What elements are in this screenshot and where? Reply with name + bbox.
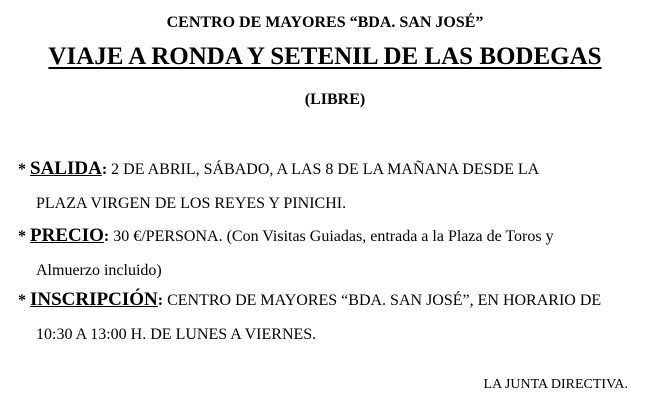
precio-text: 30 €/PERSONA. (Con Visitas Guiadas, entrada a la Plaza de Toros y	[109, 228, 554, 245]
page-title: VIAJE A RONDA Y SETENIL DE LAS BODEGAS	[48, 43, 602, 70]
inscripcion-text-continued: 10:30 A 13:00 H. DE LUNES A VIERNES.	[36, 326, 317, 343]
precio-label: PRECIO	[30, 225, 104, 246]
organization-heading: CENTRO DE MAYORES “BDA. SAN JOSÉ”	[166, 14, 484, 31]
list-item-precio	[18, 219, 630, 288]
bullet-icon: *	[18, 161, 26, 178]
subtitle: (LIBRE)	[304, 91, 366, 108]
inscripcion-line-1: * INSCRIPCIÓN: CENTRO DE MAYORES “BDA. SAN JOSÉ”, EN HORARIO DE	[18, 289, 602, 310]
inscripcion-text: CENTRO DE MAYORES “BDA. SAN JOSÉ”, EN HORARIO DE	[163, 292, 602, 309]
salida-label: SALIDA	[30, 158, 102, 179]
precio-text-continued: Almuerzo incluido)	[36, 262, 162, 279]
list-item-inscripcion	[18, 283, 630, 352]
bullet-icon: *	[18, 228, 26, 245]
salida-text: 2 DE ABRIL, SÁBADO, A LAS 8 DE LA MAÑANA DESDE LA	[107, 161, 540, 178]
list-item-salida	[18, 152, 630, 221]
signature: LA JUNTA DIRECTIVA.	[483, 377, 628, 392]
inscripcion-label: INSCRIPCIÓN	[30, 289, 158, 310]
salida-text-continued: PLAZA VIRGEN DE LOS REYES Y PINICHI.	[36, 195, 347, 212]
precio-line-1: * PRECIO: 30 €/PERSONA. (Con Visitas Guiadas, entrada a la Plaza de Toros y	[18, 225, 554, 246]
salida-line-1: * SALIDA: 2 DE ABRIL, SÁBADO, A LAS 8 DE LA MAÑANA DESDE LA	[18, 158, 540, 179]
bullet-icon: *	[18, 292, 26, 309]
